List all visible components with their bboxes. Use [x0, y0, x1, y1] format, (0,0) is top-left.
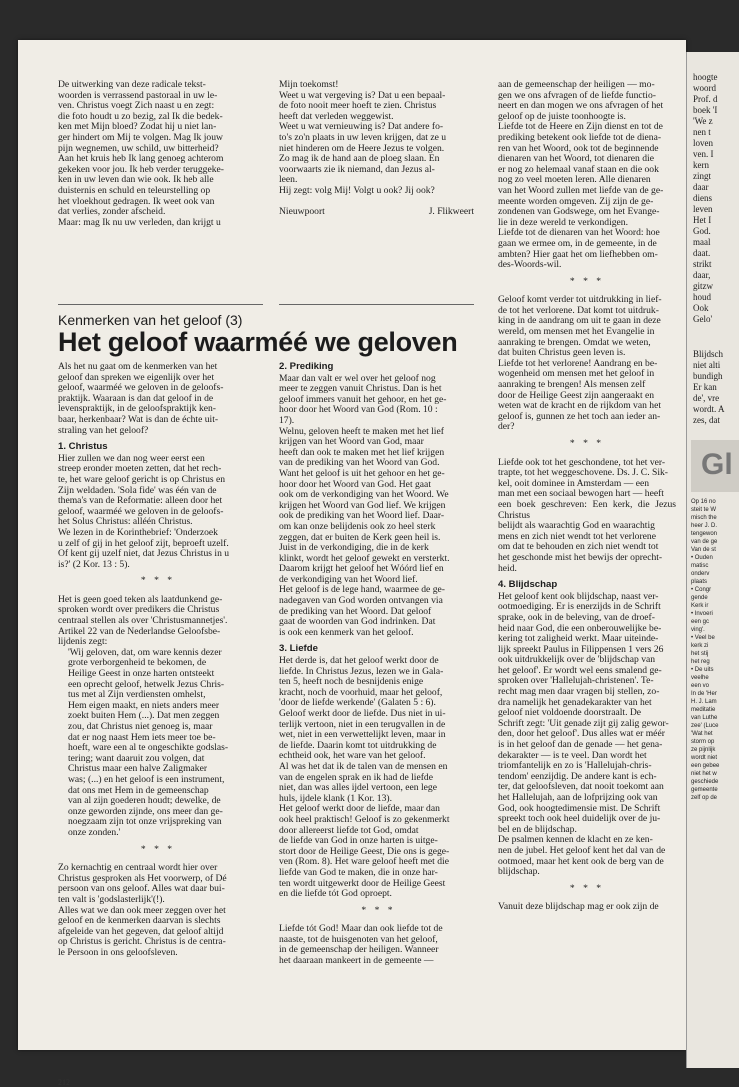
text-line: king in de aandrang om uit te gaan in deze: [498, 315, 661, 327]
text-line: lijk spreekt Paulus in Filippensen 1 vers 26: [498, 643, 664, 655]
text-line: ven (Rom. 8). Het ware geloof heeft met die: [279, 856, 449, 868]
text-line: meer te zeggen vanuit Christus. Dan is het: [279, 383, 442, 395]
text-line: is ook een kenmerk van het geloof.: [279, 626, 414, 638]
text-line: het Solus Christus: alléén Christus.: [58, 516, 193, 528]
text-line: is?' (2 Kor. 13 : 5).: [58, 558, 130, 570]
text-line: gekeken voor jou. Ik heb verder teruggeke-: [58, 163, 224, 175]
adjacent-text-line: strikt: [693, 259, 712, 269]
adjacent-page-edge: [686, 52, 739, 1068]
text-line: in de gemeenschap der heiligen. Wanneer: [279, 944, 439, 956]
text-line: sproken over 'Hallelujah-christenen'. Te-: [498, 675, 654, 687]
text-line: krijgen van het Woord van God, maar: [279, 436, 424, 448]
text-line: Want het geloof is uit het gehoor en het ge-: [279, 467, 445, 479]
text-line: door allereerst liefde tot God, omdat: [279, 824, 419, 836]
text-line: Schrift zegt: 'Uit genade zijt gij zalig gewor-: [498, 717, 669, 729]
quote-line: dat er nog naast Hem iets meer toe be-: [68, 731, 216, 743]
adjacent-text-line: zingt: [693, 171, 711, 181]
text-line: liefde van God te maken, die in onze har-: [279, 866, 438, 878]
adjacent-text-line: daar: [693, 182, 709, 192]
text-line: Liefde tot het verlorene! Aandrang en be-: [498, 357, 658, 369]
text-line: baar, herkenbaar? Wat is dan de échte uit-: [58, 413, 219, 425]
text-line: ootmoed, maar het kent ook de berg van de: [498, 855, 664, 867]
adjacent-small-line: veelhe: [691, 675, 709, 681]
text-line: Al was het dat ik de talen van de mensen en: [279, 760, 448, 772]
text-line: geloof immers vanuit het gehoor, en het ge-: [279, 393, 447, 405]
text-line: van het Woord zullen met liefde van de ge-: [498, 184, 664, 196]
text-line: Het geloof kent ook blijdschap, naast ver-: [498, 590, 659, 602]
text-line: afgeleide van het gegeven, dat geloof altijd: [58, 925, 224, 937]
text-line: wet, niet in een verwettelijkt leven, maar in: [279, 729, 446, 741]
text-line: des-Woords-wil.: [498, 259, 562, 271]
article-column-2: [279, 362, 478, 967]
adjacent-text-line: houd: [693, 292, 711, 302]
adjacent-small-line: • De uits: [691, 667, 714, 673]
text-line: geloof is, gunnen ze het toch aan ieder an-: [498, 410, 661, 422]
adjacent-small-line: van de ge: [691, 539, 718, 545]
quote-line: noegzaam zijn tot onze vrijspreking van: [68, 816, 222, 828]
text-line: kel, ooit dominee in Amsterdam — een: [498, 477, 650, 489]
text-line: op Christus is gericht. Christus is de centra-: [58, 936, 226, 948]
text-line: centraal stellen als over 'Christusmannetjes'.: [58, 615, 228, 627]
text-line: wogenheid om mensen met het geloof in: [498, 368, 655, 380]
text-line: heid naar God, die een onberouwelijke be-: [498, 622, 662, 634]
text-line: ger hindert om Mij te volgen. Mag Ik jouw: [58, 131, 223, 143]
text-line: blijdschap.: [498, 866, 540, 878]
signature-author: J. Flikweert: [428, 205, 474, 217]
section-heading-blijdschap: 4. Blijdschap: [498, 579, 558, 591]
text-line: geloof, waarméé we geloven in de geloofs-: [58, 505, 224, 517]
text-line: bel en de blijdschap.: [498, 823, 577, 835]
text-line: tendom' eenzijdig. De andere kant is ech-: [498, 770, 657, 782]
text-line: geloof dan spreken we eigenlijk over het: [58, 371, 215, 383]
text-line: Liefde tot de dienaren van het Woord: hoe: [498, 227, 660, 239]
adjacent-small-line: • Congr: [691, 587, 712, 593]
text-line: Als het nu gaat om de kenmerken van het: [58, 361, 218, 372]
text-line: huls, ijdele klank (1 Kor. 13).: [279, 792, 392, 804]
adjacent-small-line: zelf op de: [691, 795, 718, 801]
text-line: nadegaven van God worden ontvangen via: [279, 595, 443, 607]
text-line: ook heel praktisch! Geloof is zo gekenmerkt: [279, 813, 450, 825]
text-line: hoor door het Woord van God. Het gaat: [279, 478, 431, 490]
adjacent-small-line: tengewon: [691, 531, 718, 537]
text-line: recht mag men daar vragen bij stellen, zo-: [498, 686, 660, 698]
text-line: Weet u wat vergeving is? Dat u een bepaal-: [279, 89, 446, 101]
text-line: de liefde. Daarin komt tot uitdrukking de: [279, 739, 437, 751]
adjacent-small-line: van Luthe: [691, 715, 718, 721]
adjacent-text-line: kern: [693, 160, 709, 170]
adjacent-small-line: een gc: [691, 619, 710, 625]
adjacent-text-line: woord: [693, 83, 716, 93]
text-line: de foto nooit meer hoeft te zien. Christus: [279, 100, 437, 112]
text-line: Hier zullen we dan nog weer eerst een: [58, 452, 205, 464]
adjacent-text-line: diens: [693, 193, 712, 203]
adjacent-text-line: loven: [693, 138, 713, 148]
text-line: Alles wat we dan ook meer zeggen over het: [58, 904, 226, 916]
text-line: zeggen, dat er buiten de Kerk geen heil is.: [279, 531, 441, 543]
text-line: aan de gemeenschap der heiligen — mo-: [498, 79, 655, 90]
quote-line: een oprecht geloof, hetwelk Jezus Chris-: [68, 678, 225, 690]
text-line: Aan het kruis heb Ik lang genoeg achterom: [58, 153, 224, 165]
adjacent-small-line: steit te W: [691, 507, 717, 513]
adjacent-small-line: onderv: [691, 571, 710, 577]
confession-quote: [68, 648, 258, 839]
magazine-page: [18, 40, 686, 1087]
adjacent-small-line: misch the: [691, 515, 717, 521]
text-line: heeft dat verleden weggewist.: [279, 110, 394, 122]
text-line: Het derde is, dat het geloof werkt door de: [279, 655, 439, 667]
text-line: lie in deze wereld te verkondigen.: [498, 216, 628, 228]
adjacent-small-line: ze pijnlijk: [691, 747, 716, 753]
text-line: echtheid ook, het ware van het geloof.: [279, 750, 426, 762]
quote-line: onze zonden.': [68, 826, 121, 838]
text-line: een boek geschreven: Een kerk, die Jezus Christus: [498, 498, 676, 521]
quote-line: van al zijn goederen houdt; dewelke, de: [68, 795, 221, 807]
section-heading-liefde: 3. Liefde: [279, 643, 318, 655]
text-line: aanraking te brengen. Omdat we weten,: [498, 336, 651, 348]
text-line: hoor door het Woord van God (Rom. 10 :: [279, 404, 438, 416]
text-line: prediking betekent ook liefde tot de diena-: [498, 131, 662, 143]
text-line: dat verlies, zonder afscheid.: [58, 206, 166, 218]
text-line: voorwaarts zie ik niemand, dan Jezus al-: [279, 163, 435, 175]
adjacent-small-line: H. J. Lam: [691, 699, 717, 705]
text-line: krijgen het Woord van God lief. We krijgen: [279, 499, 446, 511]
quote-line: onze geworden zijnde, ons meer dan ge-: [68, 805, 223, 817]
text-line: gen we ons afvragen of de liefde functio-: [498, 89, 656, 101]
article-headline: Het geloof waarméé we geloven: [58, 327, 458, 357]
adjacent-text-line: de', vre: [693, 393, 720, 403]
text-line: en die liefde tót God oproept.: [279, 888, 392, 900]
text-line: gaan we ermee om, in de gemeente, in de: [498, 237, 657, 249]
text-line: to's zo'n plaats in uw leven krijgen, dat ze u: [279, 131, 447, 143]
quote-line: tering; want daaruit zou volgen, dat: [68, 752, 205, 764]
text-line: u zelf of gij in het geloof zijt, beproeft uzelf.: [58, 537, 229, 549]
adjacent-small-line: het reg: [691, 659, 710, 665]
text-line: We lezen in de Korinthebrief: 'Onderzoek: [58, 526, 218, 538]
quote-line: Hem eigen maakt, en niets anders meer: [68, 699, 220, 711]
text-line: zondenen van Godswege, om het Evange-: [498, 206, 660, 218]
text-line: weten wat de kracht en de rijkdom van het: [498, 400, 662, 412]
adjacent-small-line: wordt niet: [691, 755, 718, 761]
text-line: ter, dat geloofsleven, dat nooit toekomt aan: [498, 781, 664, 793]
adjacent-text-line: leven: [693, 204, 713, 214]
quote-line: dat ons met Hem in de gemeenschap: [68, 784, 209, 796]
text-line: geloof en de kenmerken daarvan is slechts: [58, 915, 221, 927]
adjacent-small-line: • Invoeri: [691, 611, 713, 617]
text-line: sprake, ook in de beleving, van de droef-: [498, 611, 655, 623]
text-line: lijdenis zegt:: [58, 636, 108, 648]
adjacent-small-line: Kerk ir: [691, 603, 709, 609]
text-line: God, ook hoogtedimensie mist. De Schrift: [498, 802, 661, 814]
text-line: ten valt is 'godslasterlijk'(!).: [58, 893, 165, 905]
text-line: terlijk vertoon, niet in een terugvallen in de: [279, 718, 446, 730]
text-line: 'door de liefde werkende' (Galaten 5 : 6).: [279, 697, 436, 709]
text-line: ken met Mijn bloed? Zodat hij u niet lan-: [58, 121, 217, 133]
section-heading-christus: 1. Christus: [58, 441, 108, 453]
quote-line: grote verborgenheid te bekomen, de: [68, 657, 207, 669]
quote-line: tus met al Zijn verdiensten omhelst,: [68, 689, 206, 701]
adjacent-text-line: God.: [693, 226, 711, 236]
top-left-column: [58, 80, 256, 228]
section-separator: * * *: [569, 438, 605, 449]
text-line: wereld, om mensen met het Evangelie in: [498, 326, 655, 338]
text-line: Welnu, geloven heeft te maken met het lief: [279, 425, 444, 437]
adjacent-small-line: kerk zi: [691, 643, 709, 649]
text-line: stort door de Heilige Geest, Die ons is gege-: [279, 845, 450, 857]
adjacent-small-line: ving'.: [691, 627, 705, 633]
text-line: om dat te behouden en zich niet wendt tot: [498, 541, 659, 553]
text-line: van de prediking van het Woord van God.: [279, 457, 440, 469]
text-line: om kan onze belijdenis ook zo heel sterk: [279, 520, 436, 532]
text-line: Zo kernachtig en centraal wordt hier over: [58, 862, 218, 874]
text-line: Zo mag ik de hand aan de ploeg slaan. En: [279, 153, 440, 165]
text-line: niet hinderen om de Heere Jezus te volgen.: [279, 142, 445, 154]
text-line: de liefde van God in onze harten is uitge-: [279, 835, 438, 847]
text-line: Daarom krijgt het geloof het Wóórd lief en: [279, 563, 444, 575]
text-line: persoon van ons geloof. Alles wat daar bui-: [58, 883, 225, 895]
adjacent-small-line: matisc: [691, 563, 709, 569]
text-line: nen de jubel. Het geloof kent het dal van de: [498, 844, 666, 856]
section-separator: * * *: [569, 275, 605, 287]
text-line: dekarakter — is te veel. Dan wordt het: [498, 749, 647, 761]
text-line: is in het geloof dan de genade — het gena-: [498, 739, 663, 751]
adjacent-small-line: een vo: [691, 683, 710, 689]
section-divider: [58, 304, 263, 305]
text-line: geloof op de juiste toonhoogte is.: [498, 110, 626, 122]
text-line: man met een sociaal bewogen hart — heeft: [498, 488, 664, 500]
text-line: Of kent gij uzelf niet, dat Jezus Christus in u: [58, 548, 230, 560]
text-line: die foto houdt u zo bezig, zal Ik die bedek-: [58, 110, 223, 122]
section-separator: * * *: [569, 882, 605, 894]
quote-line: zou, dat Christus niet genoeg is, maar: [68, 721, 213, 732]
text-line: nog zo veel moeten leren. Alle dienaren: [498, 174, 651, 186]
text-line: woorden is verrassend pastoraal in uw le-: [58, 89, 218, 101]
adjacent-text-line: wordt. A: [693, 404, 725, 414]
text-line: ken in uw leven dan wie ook. Ik heb alle: [58, 174, 214, 186]
adjacent-small-line: Van de st: [691, 547, 716, 553]
text-line: thema's van de Reformatie: alleen door het: [58, 495, 223, 507]
adjacent-text-line: gitzw: [693, 281, 713, 291]
adjacent-text-line: bundigh: [693, 371, 723, 381]
adjacent-small-line: meditatie: [691, 707, 716, 713]
text-line: de tot het verlorene. Dat komt tot uitdruk-: [498, 304, 659, 316]
article-column-3: [498, 80, 676, 913]
text-line: liefde. In Christus Jezus, lezen we in Gala-: [279, 665, 444, 677]
text-line: ren van het Woord, ook tot de beginnende: [498, 142, 659, 154]
text-line: ten wordt uitgewerkt door de Heilige Geest: [279, 877, 446, 889]
text-line: heeft dan ook te maken met het lief krijgen: [279, 446, 445, 458]
adjacent-small-line: plaats: [691, 579, 708, 585]
section-separator: * * *: [140, 575, 176, 587]
text-line: de verkondiging van het Woord lief.: [279, 573, 418, 585]
adjacent-small-line: In de 'Her: [691, 691, 717, 697]
text-line: Juist in de verkondiging, die in de kerk: [279, 542, 429, 554]
text-line: neert en dan mogen we ons afvragen of het: [498, 100, 664, 112]
text-line: duisternis en schuld en teleurstelling op: [58, 184, 211, 196]
text-line: belijdt als waarachtig God en waarachtig: [498, 520, 655, 532]
signature-place: Nieuwpoort: [279, 205, 325, 217]
quote-line: was; (...) en het geloof is een instrument,: [68, 773, 225, 785]
text-line: er nog zo helemaal vanaf staan en die ook: [498, 163, 659, 175]
adjacent-small-line: heer J. D.: [691, 523, 718, 529]
text-line: spreekt toch ook heel duidelijk over de ju-: [498, 813, 661, 825]
text-line: geloof, waarméé we geloven in de geloofs-: [58, 382, 224, 394]
text-line: dra namelijk het genadekarakter van het: [498, 696, 652, 708]
article-column-1: [58, 362, 258, 958]
text-line: ambten? Hier gaat het om liefhebben om-: [498, 248, 658, 260]
adjacent-text-line: hoogte: [693, 72, 718, 82]
text-line: naaste, tot de huisgenoten van het geloof,: [279, 933, 438, 945]
text-line: Zijn weldaden. 'Sola fide' was één van de: [58, 484, 217, 496]
text-line: de prediking van het Woord. Dat geloof: [279, 605, 432, 617]
text-line: kering tot zaligheid werkt. Maar uiteinde-: [498, 633, 659, 645]
text-line: Geloof komt verder tot uitdrukking in lief-: [498, 294, 662, 306]
text-line: van de engelen sprak en ik had de liefde: [279, 771, 433, 783]
text-line: ook om de verkondiging van het Woord. We: [279, 489, 449, 501]
text-line: streep eronder moeten zetten, dat het rech-: [58, 463, 222, 475]
adjacent-text-line: Blijdsch: [693, 349, 724, 359]
text-line: het geloof'. Er wordt wel eens smalend ge-: [498, 664, 662, 676]
signature: [279, 207, 474, 218]
adjacent-text-line: Het I: [693, 215, 712, 225]
text-line: sproken wordt over predikers die Christus: [58, 604, 220, 616]
adjacent-text-line: Er kan: [693, 382, 717, 392]
text-line: ook uitdrukkelijk over de 'blijdschap van: [498, 654, 656, 666]
text-line: triomfantelijk en zo is 'Hallelujah-chris-: [498, 760, 652, 772]
adjacent-text-line: niet alti: [693, 360, 721, 370]
text-line: praktijk. Waaraan is dan dat geloof in de: [58, 392, 214, 404]
adjacent-small-line: gende: [691, 595, 708, 601]
text-line: De psalmen kennen de klacht en ze ken-: [498, 834, 653, 846]
text-line: gaat de woorden van God indrinken. Dat: [279, 616, 436, 628]
text-line: geloof niet voldoende doorstraalt. De: [498, 707, 642, 719]
text-line: Het geloof is de lege hand, waarmee de ge-: [279, 584, 445, 596]
text-line: Mijn toekomst!: [279, 79, 339, 90]
adjacent-small-line: gemeente: [691, 787, 718, 793]
text-line: 17).: [279, 414, 295, 426]
section-separator: * * *: [140, 843, 176, 855]
adjacent-small-line: zee' (Luce: [691, 723, 719, 729]
adjacent-page-heading: [691, 440, 739, 492]
text-line: het geschonde mist het bewijs der oprecht-: [498, 551, 663, 563]
text-line: Weet u wat vernieuwing is? Dat andere fo-: [279, 121, 444, 133]
section-divider-2: [279, 304, 474, 305]
text-line: Liefde tot de Heere en Zijn dienst en tot de: [498, 121, 663, 133]
text-line: der?: [498, 421, 515, 433]
text-line: dat buiten Christus geen leven is.: [498, 347, 626, 359]
text-line: niet, dan was alles ijdel vertoon, een lege: [279, 782, 437, 794]
adjacent-small-line: • Ouden: [691, 555, 713, 561]
text-line: Liefde tót God! Maar dan ook liefde tot de: [279, 923, 443, 935]
text-line: Hij zegt: volg Mij! Volgt u ook? Jij ook?: [279, 184, 435, 196]
adjacent-small-line: Op 16 no: [691, 499, 716, 505]
adjacent-heading-text: Gl: [701, 448, 733, 481]
adjacent-text-line: zes, dat: [693, 415, 720, 425]
text-line: Maar: mag Ik nu uw verleden, dan krijgt u: [58, 216, 221, 228]
text-line: aanraking te brengen! Als mensen zelf: [498, 379, 646, 391]
adjacent-text-line: daat.: [693, 248, 711, 258]
adjacent-text-line: 'We z: [693, 116, 713, 126]
text-line: heid.: [498, 562, 517, 574]
section-separator: * * *: [361, 904, 396, 916]
text-line: Het is geen goed teken als laatdunkend ge-: [58, 593, 223, 605]
page-number: 212: [58, 1078, 70, 1087]
text-line: le Persoon in ons geloofsleven.: [58, 946, 178, 958]
adjacent-small-line: niet het w: [691, 771, 717, 777]
text-line: kracht, noch de voorhuid, maar het geloof,: [279, 686, 443, 698]
adjacent-text-line: nen t: [693, 127, 711, 137]
text-line: ten 5, heeft noch de besnijdenis enige: [279, 676, 424, 688]
adjacent-text-line: ven. I: [693, 149, 714, 159]
section-heading-prediking: 2. Prediking: [279, 361, 334, 372]
text-line: den, door het geloof'. Dus alles wat er méér: [498, 728, 665, 740]
adjacent-text-line: Ook: [693, 303, 709, 313]
text-line: straling van het geloof?: [58, 424, 149, 436]
column-end-line: Vanuit deze blijdschap mag er ook zijn de: [498, 901, 659, 913]
text-line: De uitwerking van deze radicale tekst-: [58, 79, 206, 90]
text-line: levenspraktijk, in de geloofspraktijk ken-: [58, 403, 216, 415]
text-line: het daaraan mankeert in de gemeente —: [279, 955, 434, 967]
quote-line: Heilige Geest in onze harten ontsteekt: [68, 668, 215, 680]
text-line: het Hallelujah, aan de lofprijzing ook van: [498, 792, 658, 803]
adjacent-text-line: daar,: [693, 270, 711, 280]
text-line: ootmoediging. Er is enerzijds in de Schrift: [498, 601, 661, 613]
quote-line: zoekt buiten Hem (...). Dat men zeggen: [68, 710, 220, 722]
text-line: pijn wegnemen, uw schild, uw bitterheid?: [58, 142, 219, 154]
text-line: Het geloof werkt door de liefde, maar dan: [279, 803, 440, 815]
text-line: leen.: [279, 174, 298, 186]
quote-line: Christus maar een halve Zaligmaker: [68, 763, 208, 775]
top-middle-column: [279, 80, 474, 217]
text-line: dienaren van het Woord, tot dienaren die: [498, 153, 654, 165]
article-kicker: Kenmerken van het geloof (3): [58, 312, 243, 328]
text-line: ven. Christus voegt Zich naast u en zegt:: [58, 100, 215, 112]
text-line: mens en zich niet wendt tot het verlorene: [498, 530, 656, 542]
adjacent-small-line: • Veel be: [691, 635, 715, 641]
text-line: klinkt, wordt het geloof gewekt en versterkt.: [279, 552, 450, 564]
text-line: het vloekhout gedragen. Ik weet ook van: [58, 195, 215, 207]
text-line: ook de prediking van het Woord lief. Daar-: [279, 510, 445, 522]
text-line: Artikel 22 van de Nederlandse Geloofsbe-: [58, 625, 221, 637]
adjacent-small-line: geschiede: [691, 779, 719, 785]
text-line: Geloof werkt door de liefde. Dus niet in ui-: [279, 708, 446, 719]
adjacent-text-line: boek 'I: [693, 105, 718, 115]
text-line: te, het ware geloof gericht is op Christus en: [58, 473, 226, 485]
adjacent-small-line: een gebee: [691, 763, 720, 769]
adjacent-small-line: 'Wat het: [691, 731, 713, 737]
text-line: Christus gesproken als Het voorwerp, of Dé: [58, 872, 227, 884]
text-line: door de Heilige Geest zijn aangeraakt en: [498, 389, 655, 401]
adjacent-small-line: het stij: [691, 651, 709, 657]
text-line: Maar dan valt er wel over het geloof nog: [279, 372, 436, 384]
text-line: trapte, tot het weggeschovene. Ds. J. C. Sik-: [498, 467, 668, 479]
text-line: Liefde ook tot het geschondene, tot het ver-: [498, 456, 666, 468]
adjacent-text-line: Prof. d: [693, 94, 718, 104]
adjacent-small-line: storm op: [691, 739, 715, 745]
adjacent-text-line: Gelo': [693, 314, 713, 324]
quote-line: hoeft, ware een al te ongeschikte godslas-: [68, 742, 229, 754]
quote-line: 'Wij geloven, dat, om ware kennis dezer: [68, 646, 222, 658]
adjacent-text-line: maal: [693, 237, 711, 247]
text-line: meente worden omgeven. Zij zijn de ge-: [498, 195, 654, 207]
